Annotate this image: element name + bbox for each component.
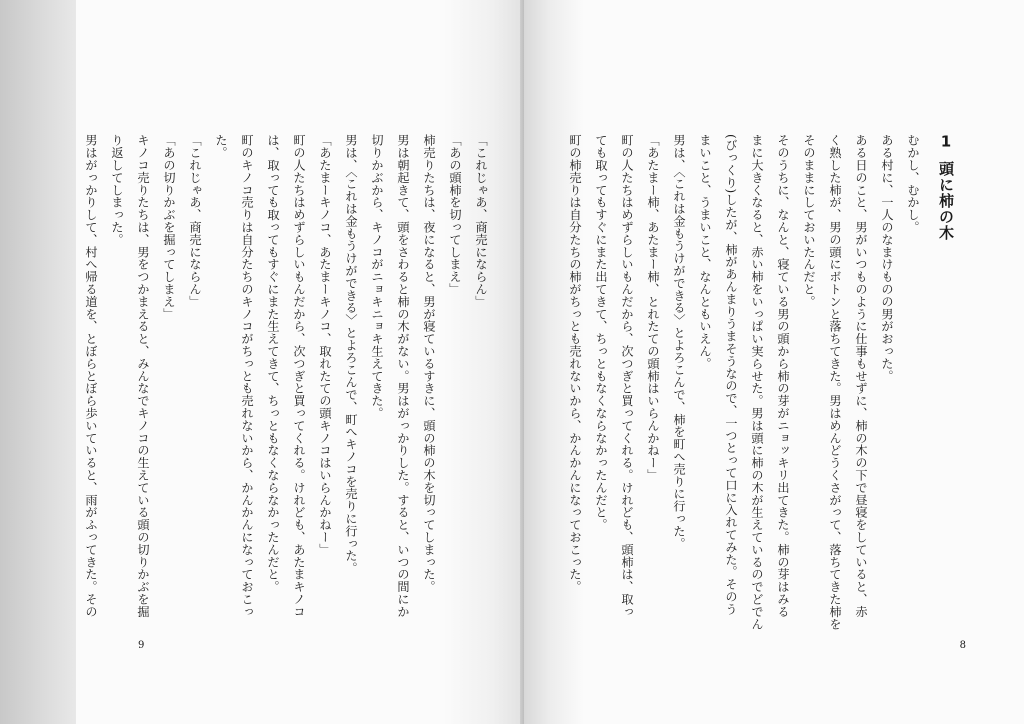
page-number-left: 9 xyxy=(138,640,145,651)
chapter-title: 頭に柿の木 xyxy=(937,161,955,241)
text-line: (びっくり)したが、柿があんまりうまそうなので、一つとって口に入れてみた。そのう xyxy=(724,134,738,616)
text-line: 町の人たちはめずらしいもんだから、次つぎと買ってくれる。けれども、頭柿は、取っ xyxy=(620,134,634,618)
text-line: 「あの切りかぶを掘ってしまえ」 xyxy=(162,134,176,320)
text-line: 「あたまーキノコ、あたまーキノコ、取れたての頭キノコはいらんかねー」 xyxy=(318,134,332,556)
text-line: まに大きくなると、赤い柿をいっぱい実らせた。男は頭に柿の木が生えているのでどでん xyxy=(750,134,764,630)
text-line: 「これじゃあ、商売にならん」 xyxy=(474,134,488,308)
right-page-text xyxy=(562,134,966,630)
left-page-text xyxy=(78,134,494,618)
text-line: 町の柿売りは自分たちの柿がちっとも売れないから、かんかんになっておこった。 xyxy=(568,134,582,593)
text-line: り返してしまった。 xyxy=(110,134,124,246)
text-line: ても取ってもすぐにまた出てきて、ちっともなくならなかったんだと。 xyxy=(594,134,608,531)
text-line: は、取っても取ってもすぐにまた生えてきて、ちっともなくならなかったんだと。 xyxy=(266,134,280,593)
left-page xyxy=(76,0,524,724)
text-line: 「あの頭柿を切ってしまえ」 xyxy=(448,134,462,296)
text-line: 柿売りたちは、夜になると、男が寝ているすきに、頭の柿の木を切ってしまった。 xyxy=(422,134,436,593)
text-line: 町の人たちはめずらしいもんだから、次つぎと買ってくれる。けれども、あたまキノコ xyxy=(292,134,306,618)
page-edge-shadow xyxy=(0,0,76,724)
text-line: そのうちに、なんと、寝ている男の頭から柿の芽がニョッキリ出てきた。柿の芽はみる xyxy=(776,134,790,618)
text-line: く熟した柿が、男の頭にボトンと落ちてきた。男はめんどうくさがって、落ちてきた柿を xyxy=(828,134,842,630)
text-line: 男はがっかりして、村へ帰る道を、とぼらとぼら歩いていると、雨がふってきた。その xyxy=(84,134,98,618)
page-number-right: 8 xyxy=(959,640,966,651)
text-line: 男は、〈これは金もうけができる〉とよろこんで、町へキノコを売りに行った。 xyxy=(344,134,358,575)
text-line: ある村に、一人のなまけものの男がおった。 xyxy=(880,134,894,382)
text-line: むかし、むかし。 xyxy=(906,134,920,234)
text-line: 「あたまー柿、あたまー柿、とれたての頭柿はいらんかねー」 xyxy=(646,134,660,482)
text-line: 男は、〈これは金もうけができる〉とよろこんで、柿を町へ売りに行った。 xyxy=(672,134,686,550)
text-line: 町のキノコ売りは自分たちのキノコがちっとも売れないから、かんかんになっておこっ xyxy=(240,134,254,618)
text-line: そのままにしておいたんだと。 xyxy=(802,134,816,308)
text-line: 男は朝起きて、頭をさわると柿の木がない。男はがっかりした。すると、いつの間にか xyxy=(396,134,410,618)
text-line: まいこと、うまいこと、なんともいえん。 xyxy=(698,134,712,370)
text-line: キノコ売りたちは、男をつかまえると、みんなでキノコの生えている頭の切りかぶを掘 xyxy=(136,134,150,618)
chapter-heading xyxy=(926,134,966,604)
text-line: ある日のこと、男がいつものように仕事もせずに、柿の木の下で昼寝をしていると、赤 xyxy=(854,134,868,618)
text-line: た。 xyxy=(214,134,228,159)
right-page xyxy=(524,0,1024,724)
chapter-number: 1 xyxy=(940,134,952,149)
text-line: 切りかぶから、キノコがニョキニョキ生えてきた。 xyxy=(370,134,384,420)
text-line: 「これじゃあ、商売にならん」 xyxy=(188,134,202,308)
